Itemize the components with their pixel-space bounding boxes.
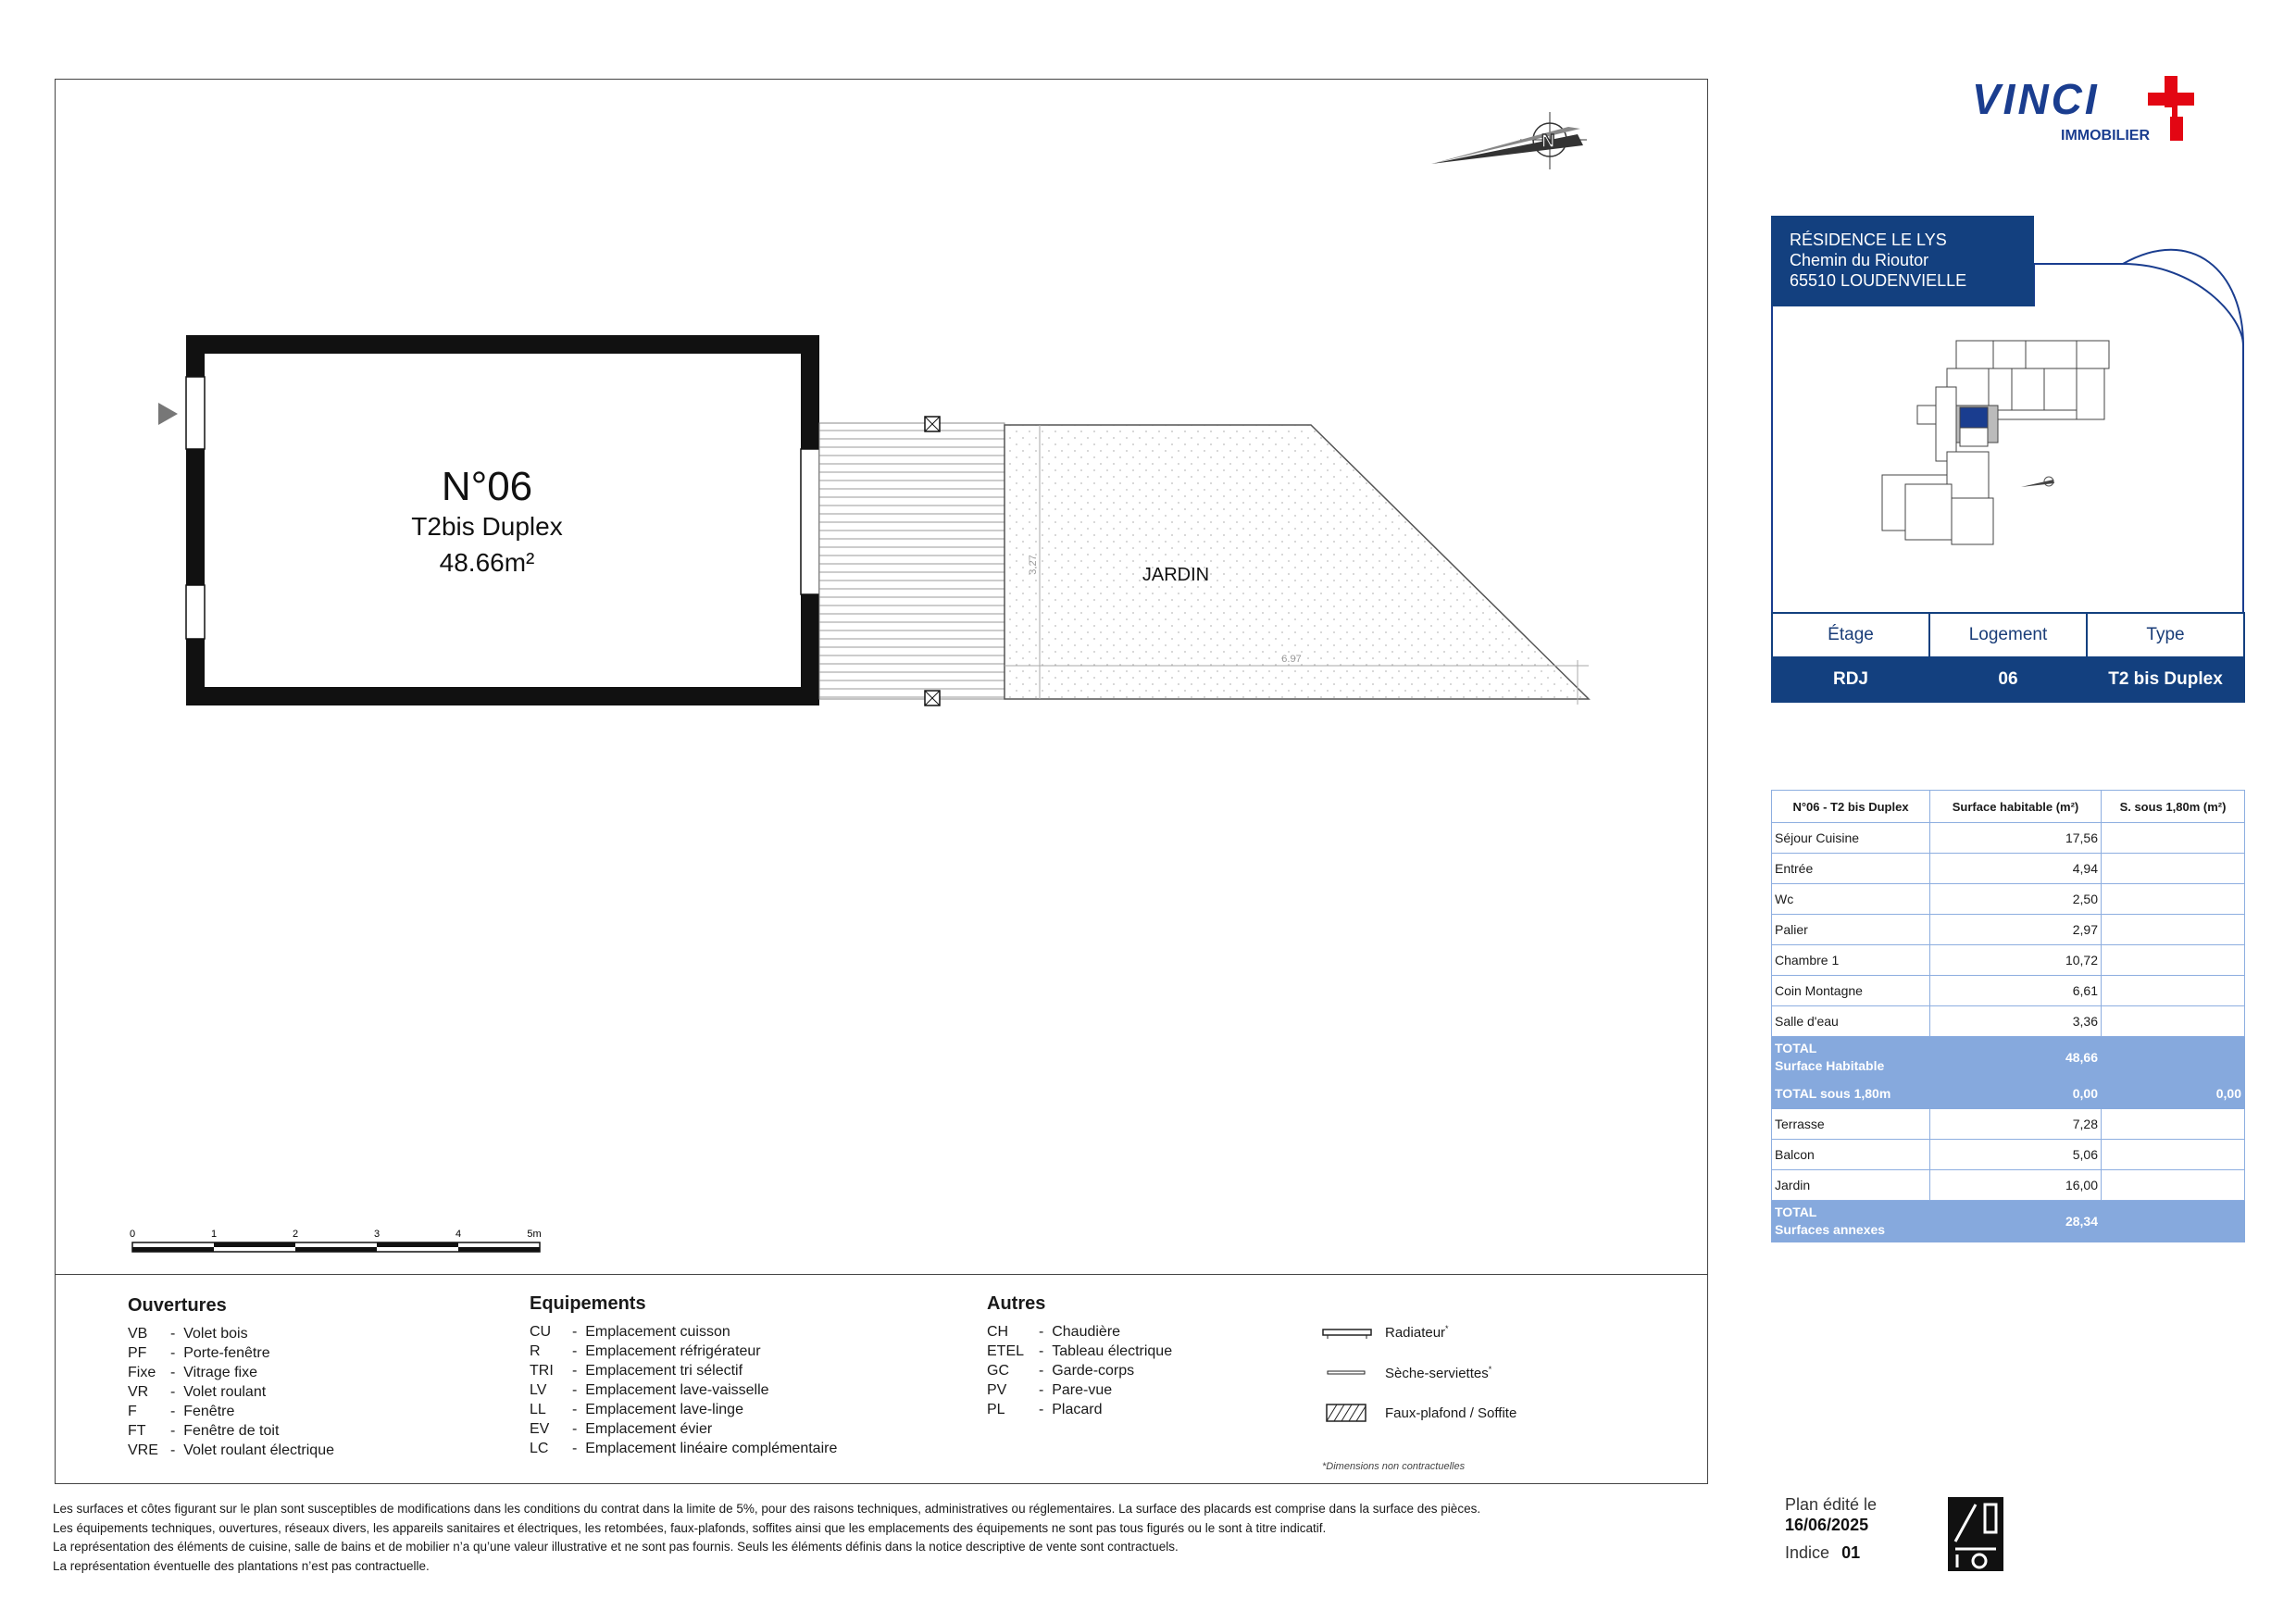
legend-row [530, 1342, 837, 1361]
scale-bar [130, 1229, 542, 1252]
residence-city: 65510 LOUDENVIELLE [1790, 271, 1967, 290]
legend-label: Pare-vue [1052, 1382, 1113, 1398]
legend-ouvertures [128, 1295, 334, 1460]
legend-code: VB [128, 1326, 148, 1342]
room-surface: 4,94 [1930, 854, 2102, 884]
legend-row [530, 1322, 837, 1342]
total-label: TOTAL [1775, 1041, 1817, 1055]
value-type: T2 bis Duplex [2087, 657, 2244, 702]
total-habitable-sous [2102, 1037, 2245, 1079]
residence-street: Chemin du Rioutor [1790, 251, 1929, 269]
unit-type: T2bis Duplex [411, 512, 563, 541]
legend-label: Volet bois [183, 1326, 248, 1342]
legend-label: Fenêtre [183, 1404, 235, 1419]
room-name: Wc [1772, 884, 1930, 915]
total-habitable-label [1772, 1037, 1930, 1079]
legend-row [530, 1380, 837, 1400]
plan-edit-label: Plan édité le [1785, 1495, 1878, 1514]
room-surface: 7,28 [1930, 1109, 2102, 1140]
total-sublabel: Surfaces annexes [1775, 1222, 1886, 1237]
col-header: Surface habitable (m²) [1930, 791, 2102, 823]
asterisk: * [1488, 1365, 1492, 1374]
legend-label: Chaudière [1052, 1324, 1121, 1340]
room-surface: 2,50 [1930, 884, 2102, 915]
plan-edit-info [1785, 1494, 1877, 1563]
false-ceiling-hatch-icon [1326, 1404, 1370, 1424]
svg-text:N: N [1541, 131, 1555, 152]
architect-logo-icon [1948, 1497, 2003, 1571]
room-name: Jardin [1772, 1170, 1930, 1201]
legend-code: CU [530, 1324, 552, 1340]
legend-dash: - [170, 1326, 184, 1342]
legend-label: Emplacement cuisson [585, 1324, 730, 1340]
legend-row [987, 1361, 1172, 1380]
legend-dash: - [170, 1404, 184, 1419]
legend-code: FT [128, 1423, 146, 1439]
legend-dash: - [170, 1423, 184, 1439]
vinci-cross-icon [2146, 76, 2198, 143]
legend-row [987, 1400, 1172, 1419]
legend-label: Emplacement réfrigérateur [585, 1343, 761, 1359]
room-name: Palier [1772, 915, 1930, 945]
legend-code: LL [530, 1402, 546, 1417]
legend-dash: - [572, 1324, 586, 1340]
legend-label: Emplacement tri sélectif [585, 1363, 743, 1379]
footer-line: Les surfaces et côtes figurant sur le plan sont susceptibles de modifications dans les conditions du contrat dans la limite de 5%, pour des raisons techniques, administratives ou réglementaires. La surface des placards est comprise dans la surface des pièces. [53, 1502, 1481, 1516]
scale-tick: 0 [129, 1229, 136, 1240]
legend-dash: - [170, 1345, 184, 1361]
table-row [1772, 915, 2245, 945]
col-header: S. sous 1,80m (m²) [2102, 791, 2245, 823]
dimension-horizontal: 6.97 [1281, 654, 1302, 665]
table-row [1772, 1006, 2245, 1037]
legend-code: GC [987, 1363, 1009, 1379]
legend-label: Volet roulant électrique [183, 1442, 334, 1458]
room-surface: 5,06 [1930, 1140, 2102, 1170]
legend-row [128, 1441, 334, 1460]
total-annexes-label [1772, 1201, 1930, 1242]
total-sublabel: Surface Habitable [1775, 1058, 1885, 1073]
room-name: Balcon [1772, 1140, 1930, 1170]
legend-label: Porte-fenêtre [183, 1345, 270, 1361]
legend-row [987, 1322, 1172, 1342]
legend-dash: - [1039, 1363, 1053, 1379]
legend-dash: - [170, 1442, 184, 1458]
legend-title: Ouvertures [128, 1295, 227, 1316]
unit-area: 48.66m² [439, 548, 535, 577]
radiator-label: Radiateur [1385, 1325, 1446, 1341]
legend-code: EV [530, 1421, 550, 1437]
value-logement: 06 [1929, 657, 2087, 702]
value-etage: RDJ [1772, 657, 1929, 702]
footer-line: Les équipements techniques, ouvertures, réseaux divers, les appareils sanitaires et électriques, les retombées, faux-plafonds, soffites ainsi que les emplacements des équipements ne sont pas tous figurés ou le sont à titre indicatif. [53, 1520, 1327, 1535]
legend-code: VRE [128, 1442, 158, 1458]
legend-dash: - [1039, 1343, 1053, 1359]
legend-row [530, 1419, 837, 1439]
room-surface-sous [2102, 1140, 2245, 1170]
table-row [1772, 1140, 2245, 1170]
entrance-arrow-icon [158, 403, 178, 425]
unit-info-table [1771, 612, 2245, 703]
unit-number: N°06 [441, 464, 533, 509]
legend-dash: - [1039, 1402, 1053, 1417]
legend-equipements [530, 1293, 837, 1458]
total-annexes-value: 28,34 [1930, 1201, 2102, 1242]
legend-dash: - [572, 1382, 586, 1398]
legend-label: Volet roulant [183, 1384, 267, 1400]
false-ceiling-label: Faux-plafond / Soffite [1385, 1405, 1517, 1421]
legend-label: Garde-corps [1052, 1363, 1135, 1379]
header-type: Type [2087, 613, 2244, 657]
scale-tick: 5m [527, 1229, 542, 1240]
legend-code: TRI [530, 1363, 554, 1379]
plan-edit-date: 16/06/2025 [1785, 1516, 1869, 1534]
legend-row [987, 1342, 1172, 1361]
table-row [1772, 884, 2245, 915]
legend-row [128, 1343, 334, 1363]
legend-row [128, 1421, 334, 1441]
legend-code: F [128, 1404, 137, 1419]
legend-dash: - [572, 1402, 586, 1417]
indice-value: 01 [1841, 1543, 1861, 1562]
room-surface: 16,00 [1930, 1170, 2102, 1201]
legend-code: R [530, 1343, 541, 1359]
room-name: Coin Montagne [1772, 976, 1930, 1006]
room-surface: 2,97 [1930, 915, 2102, 945]
room-surface: 17,56 [1930, 823, 2102, 854]
towel-dryer-icon [1322, 1367, 1374, 1379]
dimension-vertical: 3.27 [1028, 555, 1039, 575]
legend-code: LV [530, 1382, 547, 1398]
floor-plan [55, 79, 1708, 1282]
legend-label: Emplacement évier [585, 1421, 713, 1437]
scale-tick: 3 [373, 1229, 381, 1240]
legend-row [530, 1439, 837, 1458]
total-sous-label: TOTAL sous 1,80m [1772, 1079, 1930, 1109]
legend-dash: - [170, 1384, 184, 1400]
north-arrow-icon [1431, 112, 1587, 169]
radiator-icon [1322, 1326, 1374, 1341]
legend-row [128, 1402, 334, 1421]
legend-dash: - [572, 1421, 586, 1437]
table-row [1772, 854, 2245, 884]
room-surface-sous [2102, 884, 2245, 915]
legend-label: Emplacement lave-vaisselle [585, 1382, 769, 1398]
legend-dash: - [572, 1363, 586, 1379]
total-sous-value2: 0,00 [2102, 1079, 2245, 1109]
table-row [1772, 823, 2245, 854]
room-surface-sous [2102, 1170, 2245, 1201]
legend-label: Emplacement lave-linge [585, 1402, 743, 1417]
legend-code: Fixe [128, 1365, 156, 1380]
footer-line: La représentation des éléments de cuisine, salle de bains et de mobilier n’a qu’une valeur illustrative et ne sont pas fournis. Seuls les éléments définis dans la notice descriptive de vente sont contractuels. [53, 1540, 1179, 1554]
vinci-logo [1972, 74, 2250, 148]
legend-code: PL [987, 1402, 1005, 1417]
terrace [819, 423, 1004, 699]
legend-code: CH [987, 1324, 1009, 1340]
room-name: Séjour Cuisine [1772, 823, 1930, 854]
legend-title: Equipements [530, 1293, 646, 1314]
legend-row [530, 1361, 837, 1380]
indice-label: Indice [1785, 1543, 1830, 1562]
surfaces-table [1771, 790, 2245, 1242]
total-habitable-value: 48,66 [1930, 1037, 2102, 1079]
residence-box [1771, 216, 2034, 306]
table-row [1772, 976, 2245, 1006]
legend-dash: - [170, 1365, 184, 1380]
asterisk: * [1445, 1324, 1449, 1333]
room-surface-sous [2102, 823, 2245, 854]
room-surface-sous [2102, 945, 2245, 976]
legend-dash: - [1039, 1324, 1053, 1340]
legend-row [987, 1380, 1172, 1400]
footer-notes [53, 1500, 1719, 1576]
footer-line: La représentation éventuelle des plantations n’est pas contractuelle. [53, 1558, 430, 1573]
legend-title: Autres [987, 1293, 1046, 1314]
legend-code: VR [128, 1384, 149, 1400]
total-annexes-sous [2102, 1201, 2245, 1242]
legend-code: PF [128, 1345, 147, 1361]
room-surface-sous [2102, 1006, 2245, 1037]
garden-label: JARDIN [1142, 565, 1210, 585]
room-name: Chambre 1 [1772, 945, 1930, 976]
legend-label: Emplacement linéaire complémentaire [585, 1441, 838, 1456]
room-name: Entrée [1772, 854, 1930, 884]
total-label: TOTAL [1775, 1205, 1817, 1219]
header-logement: Logement [1929, 613, 2087, 657]
room-surface-sous [2102, 915, 2245, 945]
room-surface: 6,61 [1930, 976, 2102, 1006]
scale-tick: 4 [455, 1229, 462, 1240]
legend-label: Fenêtre de toit [183, 1423, 280, 1439]
room-surface-sous [2102, 854, 2245, 884]
table-row [1772, 945, 2245, 976]
scale-tick: 1 [210, 1229, 218, 1240]
header-etage: Étage [1772, 613, 1929, 657]
brand-name: VINCI [1972, 75, 2100, 123]
room-surface: 3,36 [1930, 1006, 2102, 1037]
scale-tick: 2 [292, 1229, 299, 1240]
room-name: Terrasse [1772, 1109, 1930, 1140]
total-sous-value: 0,00 [1930, 1079, 2102, 1109]
table-row [1772, 1109, 2245, 1140]
legend-dash: - [572, 1343, 586, 1359]
legend-dash: - [572, 1441, 586, 1456]
legend-autres [987, 1293, 1172, 1419]
brand-sub: IMMOBILIER [2061, 128, 2150, 144]
legend-row [128, 1382, 334, 1402]
room-name: Salle d'eau [1772, 1006, 1930, 1037]
legend-label: Placard [1052, 1402, 1103, 1417]
legend-label: Vitrage fixe [183, 1365, 257, 1380]
towel-dryer-label: Sèche-serviettes [1385, 1366, 1489, 1381]
room-surface: 10,72 [1930, 945, 2102, 976]
legend-code: LC [530, 1441, 549, 1456]
room-surface-sous [2102, 976, 2245, 1006]
north-arrow-icon [2021, 477, 2054, 487]
col-header: N°06 - T2 bis Duplex [1772, 791, 1930, 823]
room-surface-sous [2102, 1109, 2245, 1140]
legend-label: Tableau électrique [1052, 1343, 1173, 1359]
table-row [1772, 1170, 2245, 1201]
legend-row [530, 1400, 837, 1419]
legend-code: PV [987, 1382, 1007, 1398]
dimensions-note: *Dimensions non contractuelles [1322, 1461, 1466, 1472]
residence-name: RÉSIDENCE LE LYS [1790, 231, 1947, 249]
legend-row [128, 1363, 334, 1382]
legend-dash: - [1039, 1382, 1053, 1398]
legend-code: ETEL [987, 1343, 1025, 1359]
legend-row [128, 1324, 334, 1343]
